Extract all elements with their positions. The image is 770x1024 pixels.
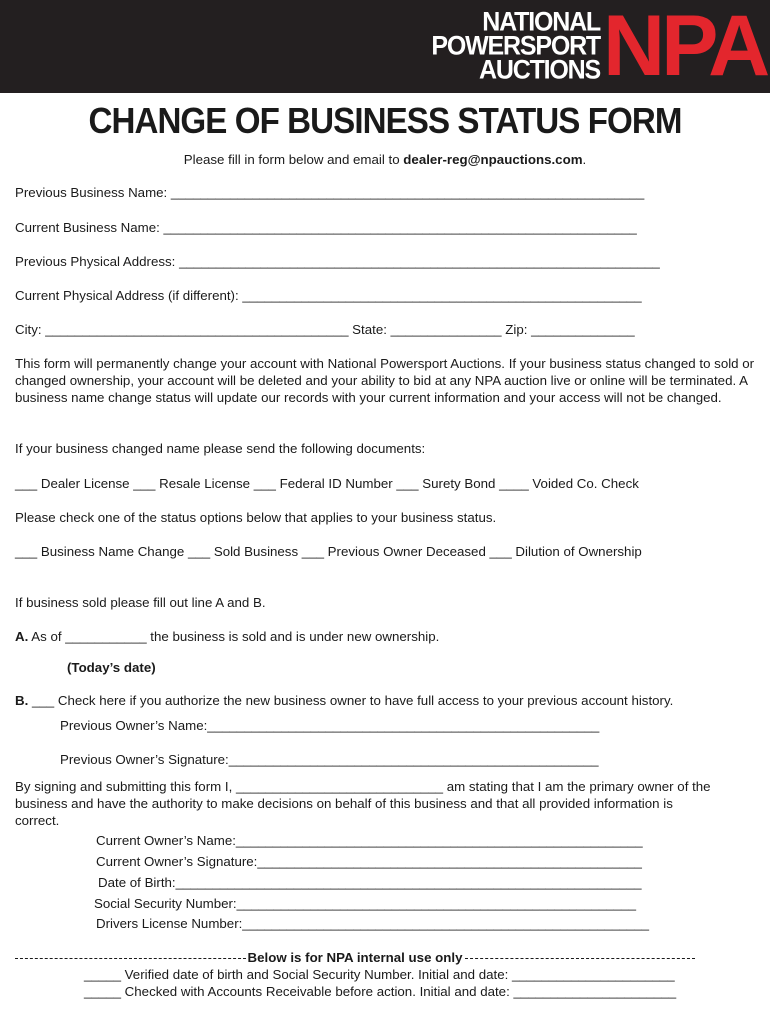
line-b-label: B. xyxy=(15,693,29,708)
city-state-zip-field[interactable]: City: _________________________________________ State: _______________ Zip: ______________ xyxy=(15,322,635,337)
divider-line-left xyxy=(15,958,246,959)
line-a[interactable] xyxy=(15,628,439,645)
current-owner-name-field[interactable]: Current Owner’s Name:_______________________________________________________ xyxy=(96,833,643,848)
previous-owner-signature-field[interactable]: Previous Owner’s Signature:__________________________________________________ xyxy=(60,752,599,767)
instructions-line xyxy=(0,151,770,168)
date-of-birth-field[interactable]: Date of Birth:_______________________________________________________________ xyxy=(98,875,642,890)
internal-ar-line[interactable]: _____ Checked with Accounts Receivable before action. Initial and date: ______________________ xyxy=(84,984,677,999)
internal-verify-line[interactable]: _____ Verified date of birth and Social Security Number. Initial and date: ______________________ xyxy=(84,967,675,982)
npa-logo-mark: NPA xyxy=(603,0,767,94)
declaration-paragraph[interactable]: By signing and submitting this form I, ____________________________ am stating that I am the primary owner of the business and have the authority to make decisions on behalf of this business and that all provided information is correct. xyxy=(15,779,711,828)
logo-line-national: NATIONAL xyxy=(482,6,600,38)
current-physical-address-field[interactable]: Current Physical Address (if different): ______________________________________________________ xyxy=(15,288,642,303)
current-business-name-field[interactable]: Current Business Name: ________________________________________________________________ xyxy=(15,220,637,235)
previous-business-name-field[interactable]: Previous Business Name: ________________________________________________________________ xyxy=(15,185,645,200)
internal-use-divider xyxy=(15,949,695,966)
line-a-text[interactable]: As of ___________ the business is sold and is under new ownership. xyxy=(28,629,440,644)
documents-intro: If your business changed name please send the following documents: xyxy=(15,441,426,456)
email-link[interactable]: dealer-reg@npauctions.com xyxy=(403,152,583,167)
documents-checklist[interactable]: ___ Dealer License ___ Resale License ___ Federal ID Number ___ Surety Bond ____ Voided Co. Check xyxy=(15,476,639,491)
todays-date-note: (Today’s date) xyxy=(67,660,156,675)
instructions-suffix: . xyxy=(582,152,587,167)
sold-intro: If business sold please fill out line A and B. xyxy=(15,595,266,610)
page-title: CHANGE OF BUSINESS STATUS FORM xyxy=(88,100,682,141)
company-logo-text xyxy=(431,6,600,86)
header-bar xyxy=(0,0,770,93)
instructions-prefix: Please fill in form below and email to xyxy=(183,152,404,167)
drivers-license-field[interactable]: Drivers License Number:_______________________________________________________ xyxy=(96,916,650,931)
current-owner-signature-field[interactable]: Current Owner’s Signature:____________________________________________________ xyxy=(96,854,642,869)
notice-paragraph: This form will permanently change your account with National Powersport Auctions. If your business status changed to sold or changed ownership, your account will be deleted and your ability to bid at any NPA auction live or online will be terminated. A business name change status will update our records with your current information and your access will not be changed. xyxy=(15,356,755,405)
line-b-text[interactable]: ___ Check here if you authorize the new business owner to have full access to your previous account history. xyxy=(28,693,674,708)
logo-line-auctions: AUCTIONS xyxy=(479,54,600,86)
line-a-label: A. xyxy=(15,629,29,644)
internal-use-heading: Below is for NPA internal use only xyxy=(247,950,463,965)
line-b[interactable] xyxy=(15,692,673,709)
previous-physical-address-field[interactable]: Previous Physical Address: _________________________________________________________________ xyxy=(15,254,660,269)
logo-line-powersport: POWERSPORT xyxy=(431,30,600,62)
ssn-field[interactable]: Social Security Number:______________________________________________________ xyxy=(94,896,636,911)
status-options[interactable]: ___ Business Name Change ___ Sold Business ___ Previous Owner Deceased ___ Dilution of Ownership xyxy=(15,544,642,559)
previous-owner-name-field[interactable]: Previous Owner’s Name:_____________________________________________________ xyxy=(60,718,600,733)
status-intro: Please check one of the status options below that applies to your business status. xyxy=(15,510,497,525)
divider-line-right xyxy=(465,958,696,959)
